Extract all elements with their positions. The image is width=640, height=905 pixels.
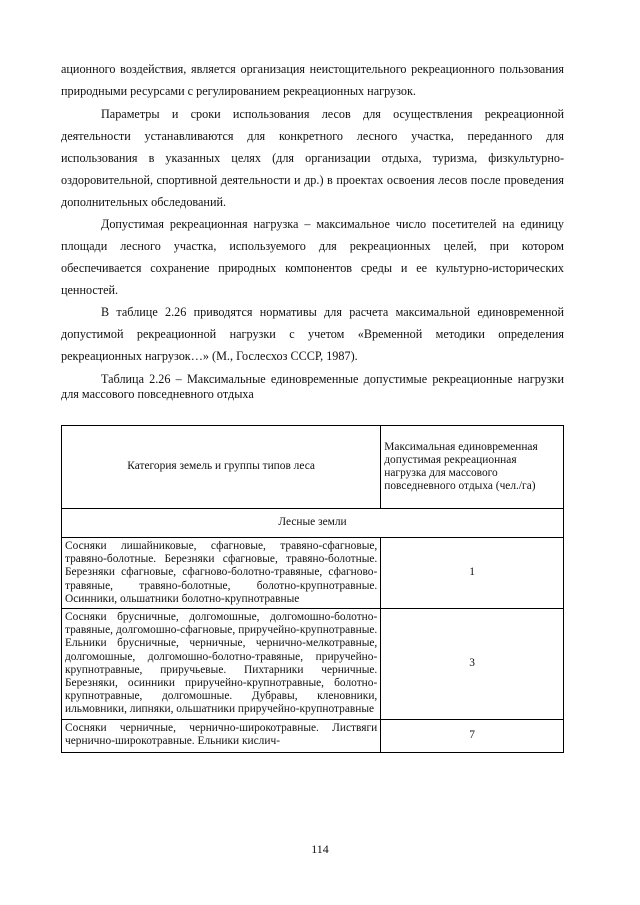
load-value-cell: 1 — [381, 538, 564, 609]
forest-types-cell: Сосняки лишайниковые, сфагновые, травяно-сфагновые, травяно-болотные. Березняки сфагновые, травяно-болотные. Березняки сфагновые, сфагново-болотно-травяные, сфагново-травяные, травяно-болотные, болотно-крупнотравные. Осинники, ольшатники болотно-крупнотравные — [62, 538, 381, 609]
header-land-category: Категория земель и группы типов леса — [62, 426, 381, 509]
paragraph-parameters: Параметры и сроки использования лесов для осуществления рекреационной деятельности устанавливаются для конкретного лесного участка, переданного для использования в указанных целях (для организации отдыха, туризма, физкультурно-оздоровительной, спортивной деятельности и др.) в проектах освоения лесов после проведения дополнительных обследований. — [61, 107, 564, 209]
table-header-row — [62, 426, 564, 509]
paragraph-table-reference: В таблице 2.26 приводятся нормативы для расчета максимальной единовременной допустимой рекреационной нагрузки с учетом «Временной методики определения рекреационных нагрузок…» (М., Гослесхоз СССР, 1987). — [61, 305, 564, 363]
header-max-load: Максимальная единовременная допустимая рекреационная нагрузка для массового повседневного отдыха (чел./га) — [381, 426, 564, 509]
load-value-cell: 7 — [381, 719, 564, 752]
recreational-load-table — [61, 425, 564, 753]
table-row — [62, 538, 564, 609]
forest-types-cell — [62, 719, 381, 752]
page-number: 114 — [311, 842, 329, 856]
section-row — [62, 509, 564, 538]
table-row — [62, 719, 564, 752]
forest-types-cell: Сосняки брусничные, долгомошные, долгомошно-болотно-травяные, долгомошно-сфагновые, приручейно-крупнотравные. Ельники брусничные, черничные, чернично-мелкотравные, долгомошные, долгомошно-болотно-травяные, приручейно-крупнотравные, приручьевые. Пихтарники черничные. Березняки, осинники приручейно-крупнотравные, болотно-крупнотравные, долгомошные. Дубравы, кленовники, ильмовники, липняки, ольшатники приручейно-крупнотравные — [62, 609, 381, 720]
forest-types-text: Сосняки черничные, чернично-широкотравные. Листвяги чернично-широкотравные. Ельники кислич- — [65, 721, 378, 747]
table-caption: Таблица 2.26 – Максимальные единовременные допустимые рекреационные нагрузки для массового повседневного отдыха — [61, 372, 564, 401]
section-forest-lands: Лесные земли — [62, 509, 564, 538]
table-row — [62, 609, 564, 720]
paragraph-definition: Допустимая рекреационная нагрузка – максимальное число посетителей на единицу площади лесного участка, используемого для рекреационных целей, при котором обеспечивается сохранение природных компонентов среды и ее культурно-исторических ценностей. — [61, 217, 564, 297]
paragraph-continuation: ационного воздействия, является организация неистощительного рекреационного пользования природными ресурсами с регулированием рекреационных нагрузок. — [61, 62, 564, 98]
load-value-cell: 3 — [381, 609, 564, 720]
